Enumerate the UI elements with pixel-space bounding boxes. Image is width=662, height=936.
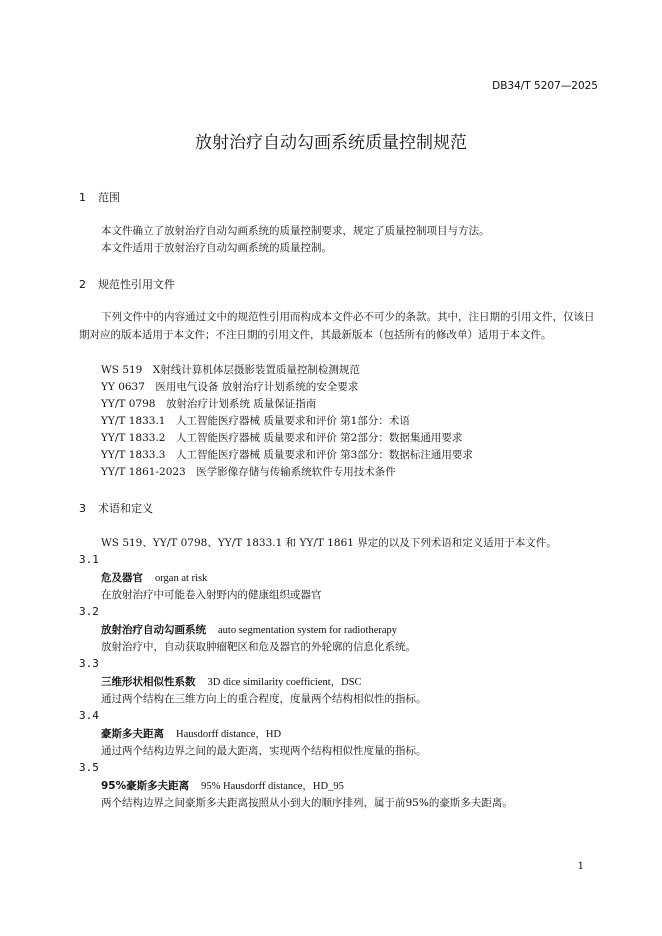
- term-entry: [101, 570, 207, 585]
- term-zh: 危及器官: [101, 572, 143, 584]
- reference-item: YY/T 1833.1 人工智能医疗器械 质量要求和评价 第1部分：术语: [101, 415, 410, 427]
- term-zh: 放射治疗自动勾画系统: [101, 624, 206, 636]
- section-1-heading: [79, 189, 120, 205]
- scope-paragraph: 本文件适用于放射治疗自动勾画系统的质量控制。: [101, 242, 332, 254]
- terms-intro: WS 519、YY/T 0798、YY/T 1833.1 和 YY/T 1861 界定的以及下列术语和定义适用于本文件。: [101, 537, 557, 549]
- normative-references-intro: 下列文件中的内容通过文中的规范性引用而构成本文件必不可少的条款。其中，注日期的引用文件，仅该日期对应的版本适用于本文件；不注日期的引用文件，其最新版本（包括所有的修改单）适用于本文件。: [79, 311, 595, 341]
- reference-item: YY 0637 医用电气设备 放射治疗计划系统的安全要求: [101, 381, 359, 393]
- clause-number: 3.4: [79, 709, 99, 722]
- document-number: DB34/T 5207—2025: [492, 80, 598, 92]
- term-entry: [101, 778, 344, 793]
- scope-paragraph: 本文件确立了放射治疗自动勾画系统的质量控制要求，规定了质量控制项目与方法。: [101, 225, 490, 237]
- term-definition: 在放射治疗中可能卷入射野内的健康组织或器官: [101, 589, 322, 601]
- term-en: 95% Hausdorff distance，HD_95: [201, 781, 344, 792]
- section-3-heading: [79, 500, 153, 516]
- reference-item: YY/T 0798 放射治疗计划系统 质量保证指南: [101, 398, 317, 410]
- reference-item: YY/T 1833.2 人工智能医疗器械 质量要求和评价 第2部分：数据集通用要求: [101, 432, 463, 444]
- reference-item: YY/T 1861-2023 医学影像存储与传输系统软件专用技术条件: [101, 466, 396, 478]
- term-en: organ at risk: [155, 573, 208, 584]
- term-definition: 放射治疗中，自动获取肿瘤靶区和危及器官的外轮廓的信息化系统。: [101, 641, 416, 653]
- section-number: 2: [79, 278, 86, 291]
- term-entry: [101, 674, 362, 689]
- term-en: Hausdorff distance，HD: [176, 729, 282, 740]
- clause-number: 3.3: [79, 657, 99, 670]
- term-entry: [101, 726, 281, 741]
- term-definition: 两个结构边界之间豪斯多夫距离按照从小到大的顺序排列，属于前95%的豪斯多夫距离。: [101, 797, 513, 809]
- section-title: 范围: [98, 191, 120, 204]
- term-definition: 通过两个结构在三维方向上的重合程度，度量两个结构相似性的指标。: [101, 693, 427, 705]
- term-en: 3D dice similarity coefficient，DSC: [207, 677, 362, 688]
- section-number: 3: [79, 502, 86, 515]
- term-zh: 95%豪斯多夫距离: [101, 780, 190, 792]
- reference-item: YY/T 1833.3 人工智能医疗器械 质量要求和评价 第3部分：数据标注通用要求: [101, 449, 473, 461]
- term-zh: 三维形状相似性系数: [101, 676, 196, 688]
- section-title: 术语和定义: [98, 502, 153, 515]
- section-number: 1: [79, 191, 86, 204]
- clause-number: 3.1: [79, 553, 99, 566]
- term-entry: [101, 622, 397, 637]
- reference-item: WS 519 X射线计算机体层摄影装置质量控制检测规范: [101, 364, 360, 376]
- term-en: auto segmentation system for radiotherapy: [218, 625, 398, 636]
- document-title: 放射治疗自动勾画系统质量控制规范: [195, 133, 467, 153]
- clause-number: 3.5: [79, 761, 99, 774]
- section-2-heading: [79, 276, 175, 292]
- page-number: 1: [577, 861, 584, 872]
- term-definition: 通过两个结构边界之间的最大距离，实现两个结构相似性度量的指标。: [101, 745, 427, 757]
- section-title: 规范性引用文件: [98, 278, 175, 291]
- term-zh: 豪斯多夫距离: [101, 728, 164, 740]
- clause-number: 3.2: [79, 605, 99, 618]
